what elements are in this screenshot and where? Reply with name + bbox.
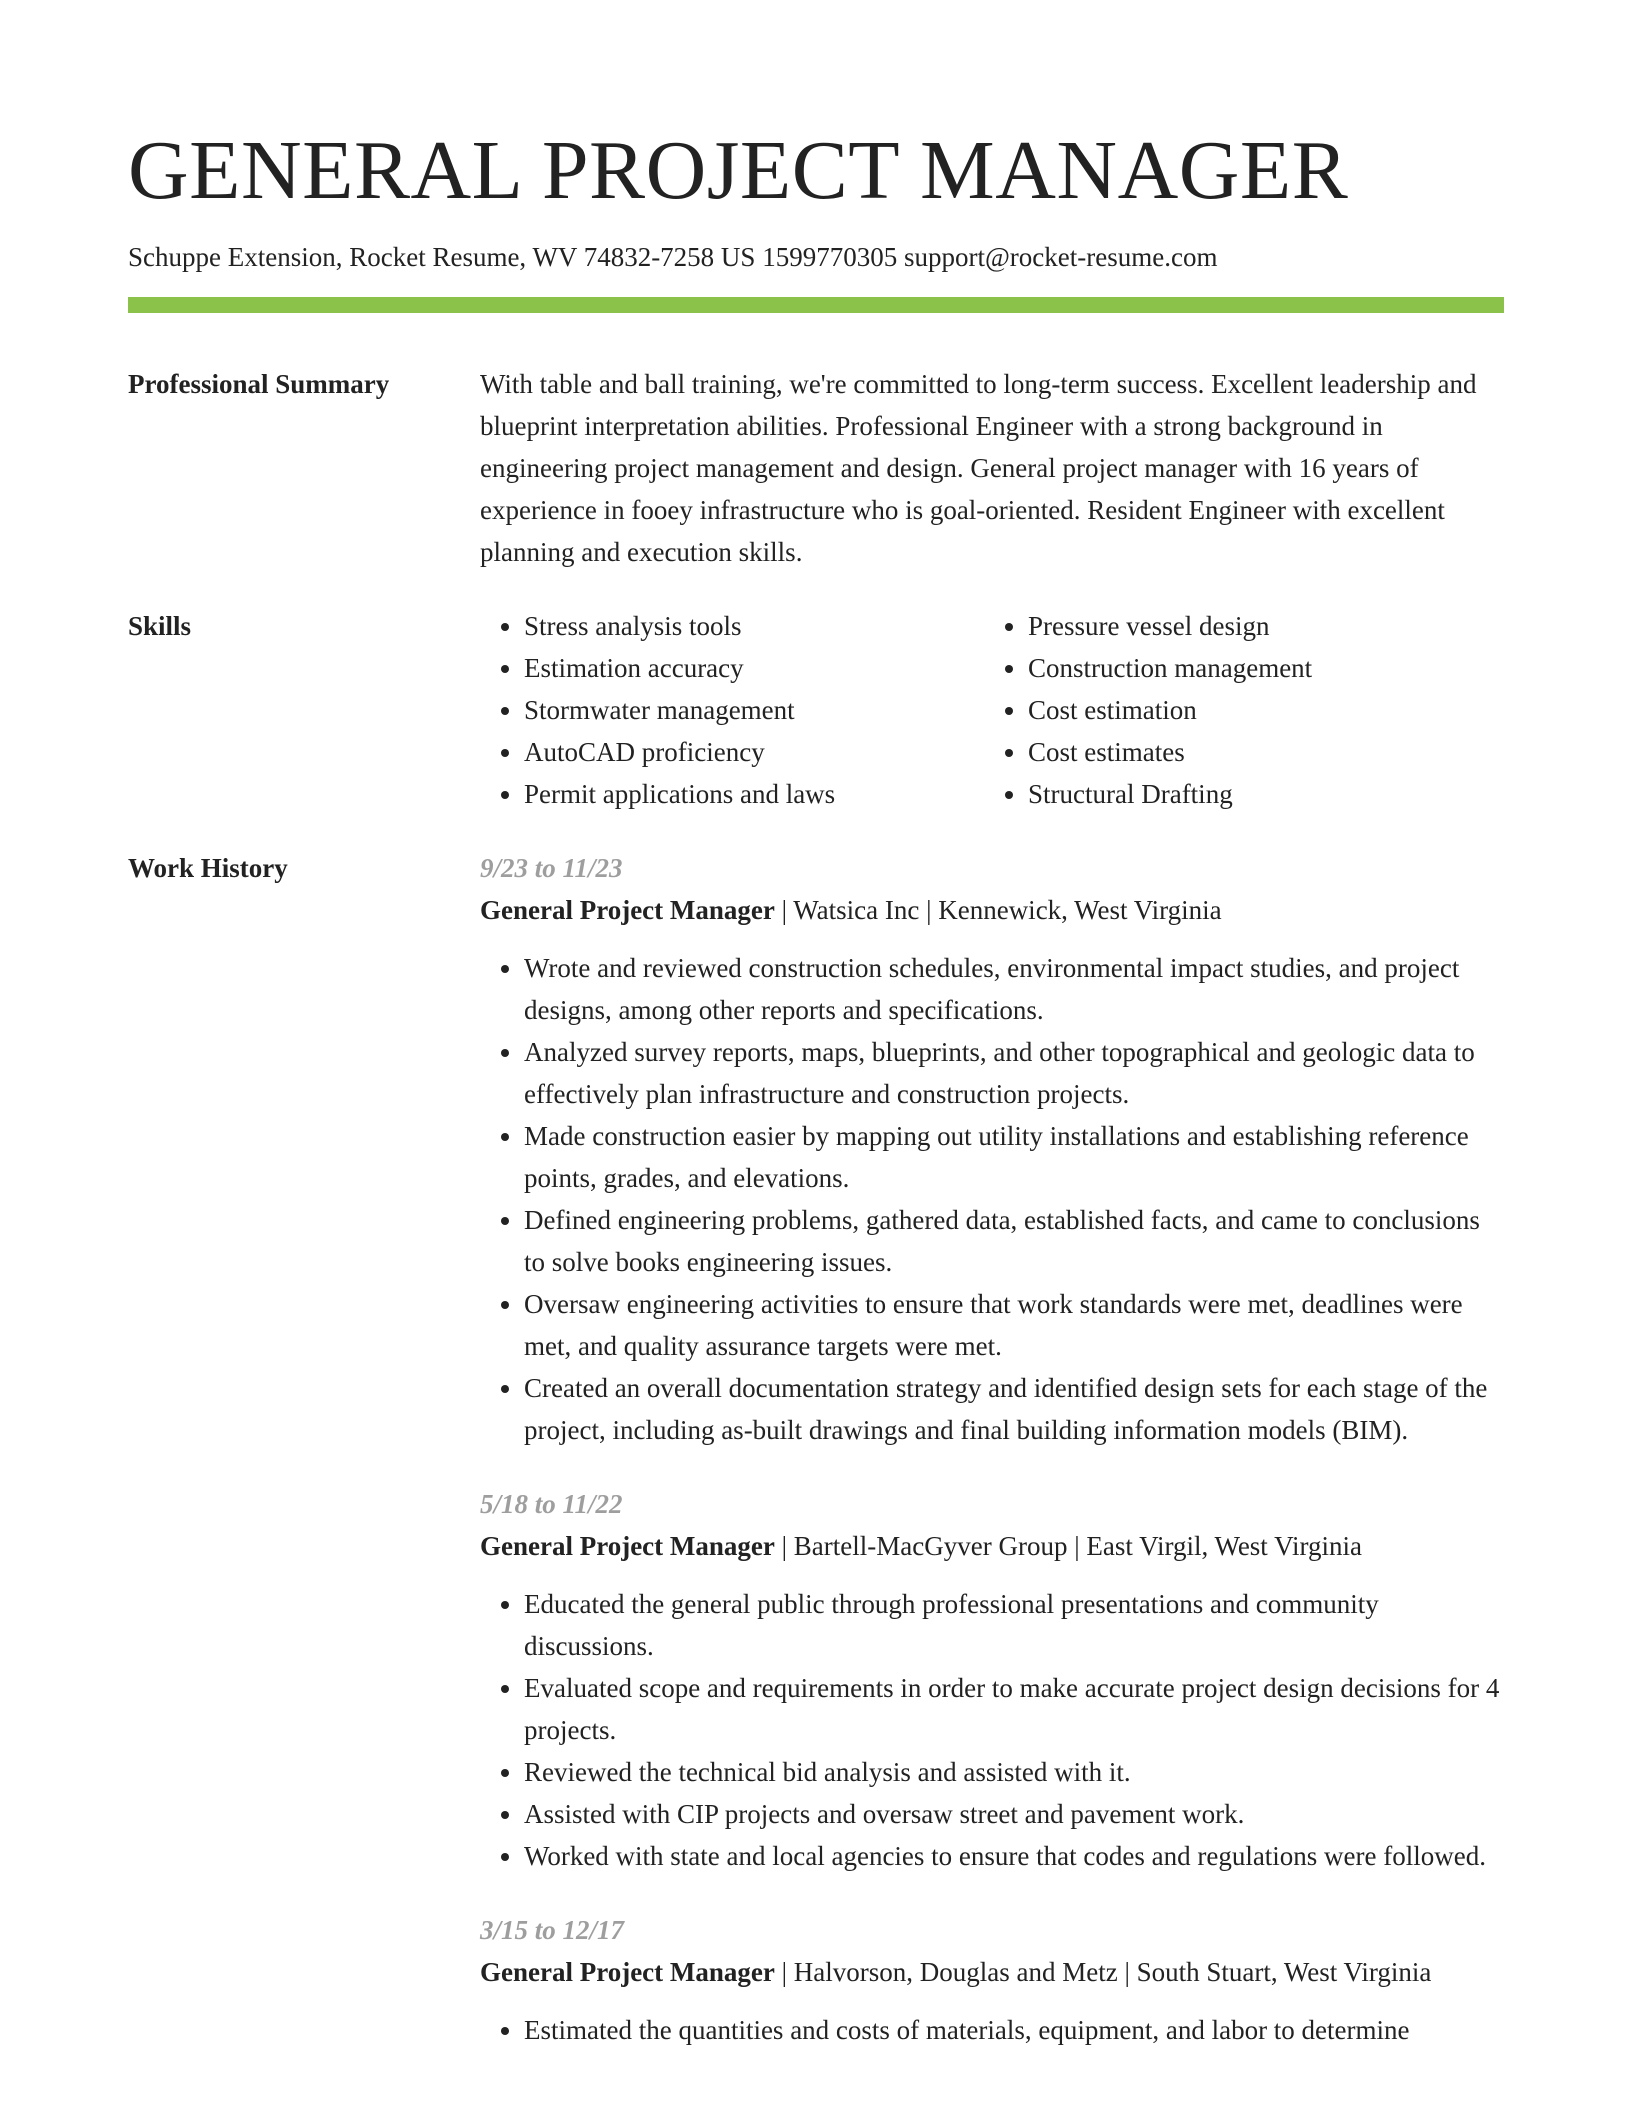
work-history-section: [128, 847, 1504, 2083]
section-label-skills: Skills: [128, 611, 192, 641]
job-bullet: • Worked with state and local agencies to ensure that codes and regulations were followed.: [524, 1835, 1504, 1877]
job-bullets: [480, 2009, 1504, 2051]
resume-page: [128, 0, 1504, 2083]
job-bullets: [480, 947, 1504, 1451]
section-label-summary: Professional Summary: [128, 369, 390, 399]
job-heading: [480, 1525, 1504, 1567]
job-bullet: • Created an overall documentation strategy and identified design sets for each stage of the project, including as-built drawings and final building information models (BIM).: [524, 1367, 1504, 1451]
section-label-work-history: Work History: [128, 853, 288, 883]
job-details: | Watsica Inc | Kennewick, West Virginia: [774, 895, 1222, 925]
job-bullet: • Oversaw engineering activities to ensure that work standards were met, deadlines were met, and quality assurance targets were met.: [524, 1283, 1504, 1367]
job-bullet: • Analyzed survey reports, maps, blueprints, and other topographical and geologic data to effectively plan infrastructure and construction projects.: [524, 1031, 1504, 1115]
job-title: General Project Manager: [480, 1957, 775, 1987]
job-heading: [480, 1951, 1504, 1993]
accent-divider: [128, 297, 1504, 313]
skills-list-right: [984, 605, 1488, 815]
job-bullet: • Evaluated scope and requirements in order to make accurate project design decisions for 4 projects.: [524, 1667, 1504, 1751]
job-dates: 5/18 to 11/22: [480, 1489, 623, 1519]
job-heading: [480, 889, 1504, 931]
job-details: | Bartell-MacGyver Group | East Virgil, West Virginia: [774, 1531, 1362, 1561]
skill-item: • Construction management: [1028, 647, 1488, 689]
page-title: GENERAL PROJECT MANAGER: [128, 124, 1349, 217]
skill-item: • Cost estimates: [1028, 731, 1488, 773]
skill-item: • Structural Drafting: [1028, 773, 1488, 815]
job-bullet: • Reviewed the technical bid analysis and assisted with it.: [524, 1751, 1504, 1793]
job-entry: [480, 1483, 1504, 1877]
skill-item: • Cost estimation: [1028, 689, 1488, 731]
skill-item: • Permit applications and laws: [524, 773, 984, 815]
job-bullet: • Educated the general public through professional presentations and community discussions.: [524, 1583, 1504, 1667]
skill-item: • Stormwater management: [524, 689, 984, 731]
skill-item: • AutoCAD proficiency: [524, 731, 984, 773]
job-dates: 3/15 to 12/17: [480, 1915, 625, 1945]
summary-text: With table and ball training, we're committed to long-term success. Excellent leadership and blueprint interpretation abilities. Professional Engineer with a strong background in engineering project management and design. General project manager with 16 years of experience in fooey infrastructure who is goal-oriented. Resident Engineer with excellent planning and execution skills.: [480, 369, 1477, 567]
job-details: | Halvorson, Douglas and Metz | South Stuart, West Virginia: [774, 1957, 1432, 1987]
job-title: General Project Manager: [480, 895, 775, 925]
job-bullets: [480, 1583, 1504, 1877]
job-dates: 9/23 to 11/23: [480, 853, 623, 883]
skill-item: • Stress analysis tools: [524, 605, 984, 647]
skills-list-left: [480, 605, 984, 815]
skill-item: • Estimation accuracy: [524, 647, 984, 689]
contact-line: Schuppe Extension, Rocket Resume, WV 74832-7258 US 1599770305 support@rocket-resume.com: [128, 242, 1218, 272]
summary-section: [128, 363, 1504, 573]
job-bullet: • Assisted with CIP projects and oversaw street and pavement work.: [524, 1793, 1504, 1835]
job-bullet: • Defined engineering problems, gathered data, established facts, and came to conclusions to solve books engineering issues.: [524, 1199, 1504, 1283]
skill-item: • Pressure vessel design: [1028, 605, 1488, 647]
job-entry: [480, 847, 1504, 1451]
job-bullet: • Wrote and reviewed construction schedules, environmental impact studies, and project designs, among other reports and specifications.: [524, 947, 1504, 1031]
job-entry: [480, 1909, 1504, 2051]
job-bullet: • Made construction easier by mapping out utility installations and establishing reference points, grades, and elevations.: [524, 1115, 1504, 1199]
job-title: General Project Manager: [480, 1531, 775, 1561]
skills-section: [128, 605, 1504, 815]
job-bullet: • Estimated the quantities and costs of materials, equipment, and labor to determine: [524, 2009, 1504, 2051]
